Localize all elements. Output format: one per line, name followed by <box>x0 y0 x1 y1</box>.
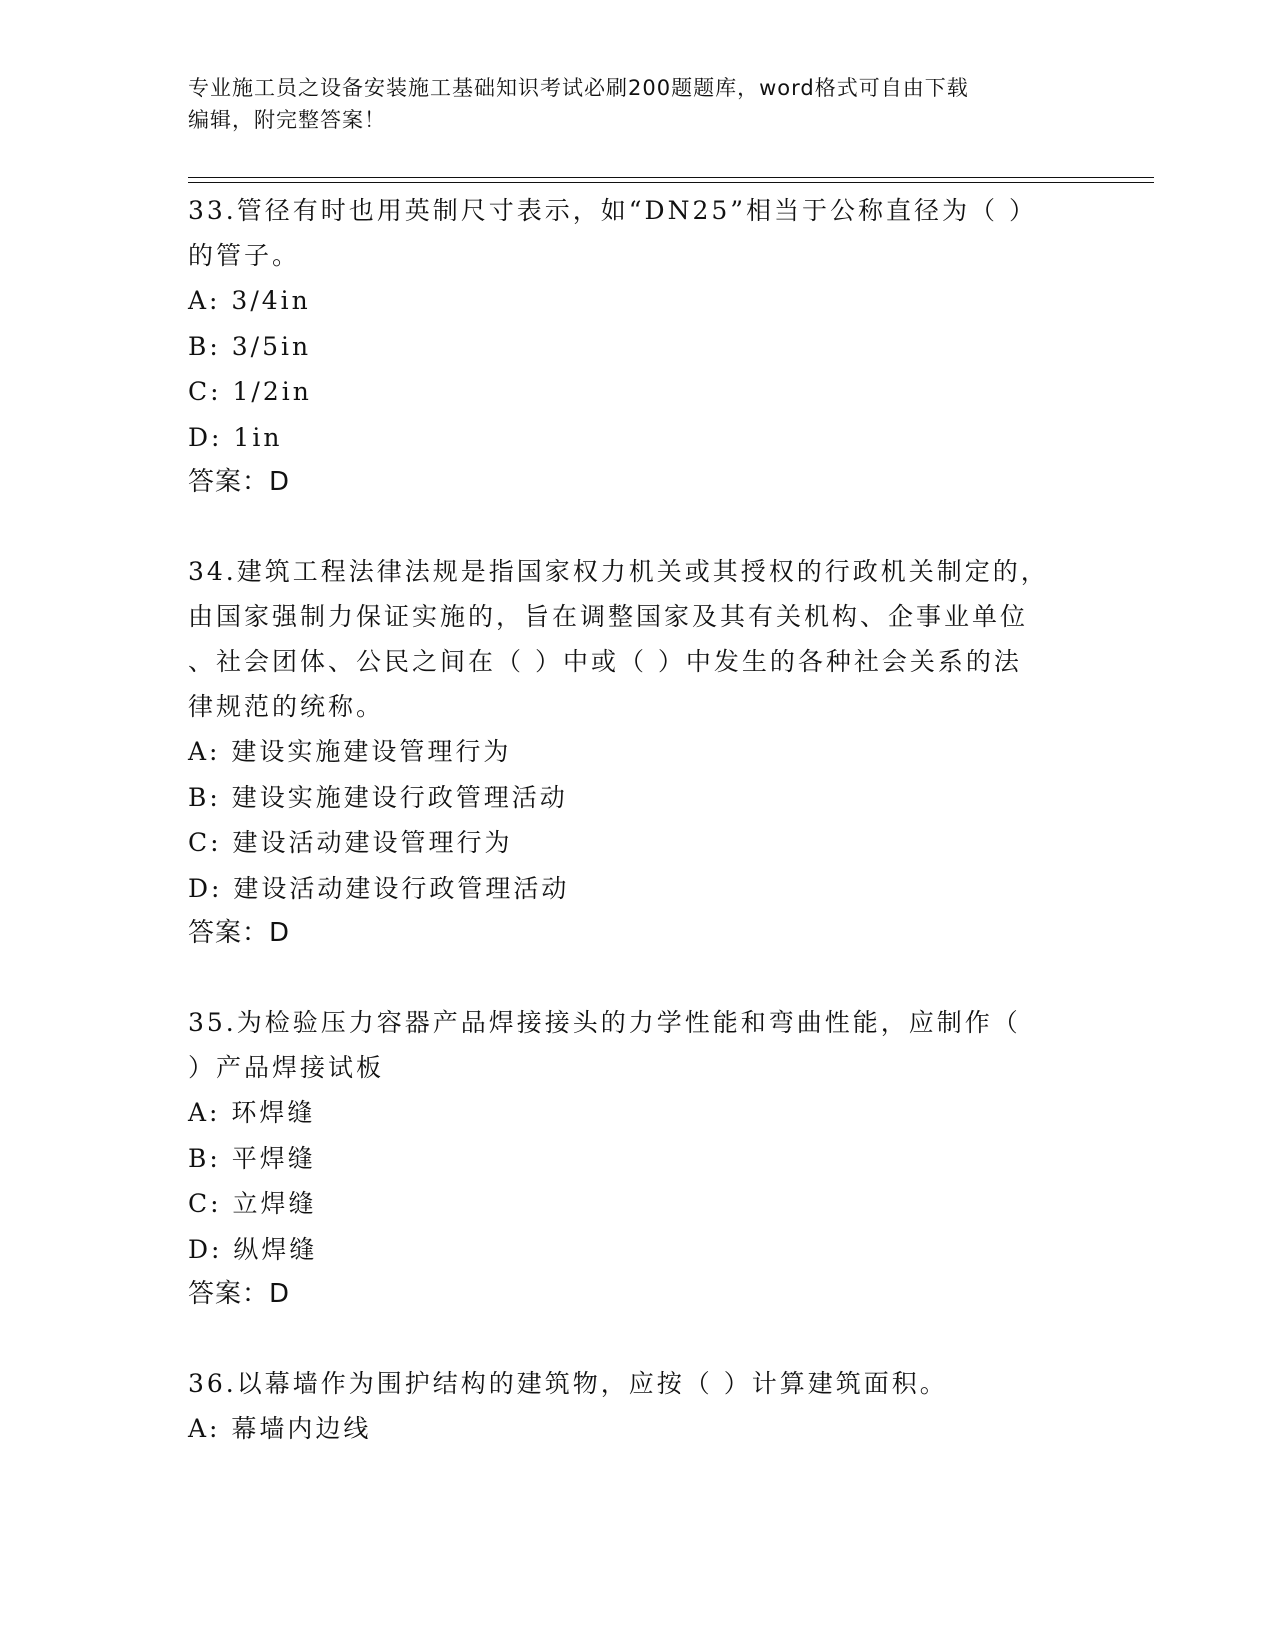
question-34 <box>188 549 1068 956</box>
option-c: C: 1/2in <box>188 377 312 406</box>
option-d: D: 1in <box>188 422 283 452</box>
stem-line: 、社会团体、公民之间在（ ）中或（ ）中发生的各种社会关系的法 <box>188 647 1022 676</box>
question-stem <box>188 188 1068 278</box>
header-rule-top <box>188 177 1154 178</box>
question-35 <box>188 1000 1068 1317</box>
stem-line: 35.为检验压力容器产品焊接接头的力学性能和弯曲性能，应制作（ <box>188 1008 1021 1037</box>
stem-line: 36.以幕墙作为围护结构的建筑物，应按（ ）计算建筑面积。 <box>188 1369 948 1398</box>
question-stem <box>188 1361 1068 1406</box>
option-d: D: 建设活动建设行政管理活动 <box>188 873 570 903</box>
stem-line: 的管子。 <box>188 241 301 270</box>
option-c: C: 建设活动建设管理行为 <box>188 828 513 857</box>
answer: 答案：D <box>188 467 291 497</box>
question-list <box>188 188 1068 1496</box>
option-a: A: 环焊缝 <box>188 1098 316 1127</box>
option-a: A: 幕墙内边线 <box>188 1414 372 1443</box>
question-stem <box>188 1000 1068 1090</box>
stem-line: 由国家强制力保证实施的，旨在调整国家及其有关机构、企事业单位 <box>188 602 1029 631</box>
stem-line: 33.管径有时也用英制尺寸表示，如“DN25”相当于公称直径为（ ） <box>188 196 1037 225</box>
header-title-line-2: 编辑，附完整答案！ <box>188 108 386 132</box>
header-title-line-1: 专业施工员之设备安装施工基础知识考试必刷200题题库，word格式可自由下载 <box>188 76 969 100</box>
option-d: D: 纵焊缝 <box>188 1234 318 1264</box>
option-a: A: 3/4in <box>188 286 311 315</box>
question-stem <box>188 549 1068 729</box>
question-33 <box>188 188 1068 505</box>
option-c: C: 立焊缝 <box>188 1189 317 1218</box>
stem-line: ）产品焊接试板 <box>188 1053 385 1082</box>
answer: 答案：D <box>188 918 291 948</box>
option-a: A: 建设实施建设管理行为 <box>188 737 512 766</box>
question-36 <box>188 1361 1068 1452</box>
answer: 答案：D <box>188 1279 291 1309</box>
header-rule-bottom <box>188 182 1154 183</box>
option-b: B: 建设实施建设行政管理活动 <box>188 782 568 812</box>
option-b: B: 平焊缝 <box>188 1143 316 1173</box>
stem-line: 律规范的统称。 <box>188 692 385 721</box>
document-header <box>188 72 1088 136</box>
stem-line: 34.建筑工程法律法规是指国家权力机关或其授权的行政机关制定的， <box>188 557 1049 586</box>
option-b: B: 3/5in <box>188 331 312 361</box>
